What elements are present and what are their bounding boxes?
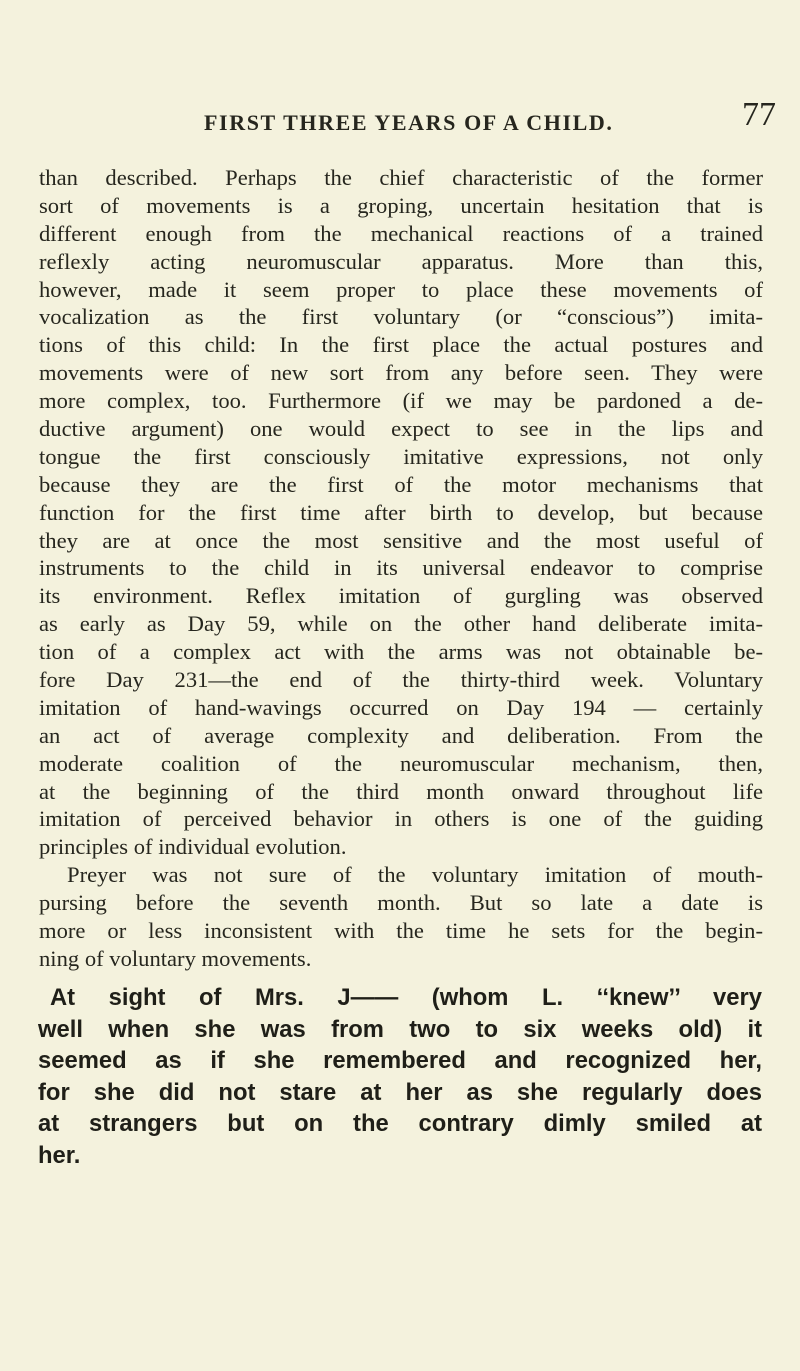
- text-line: function for the first time after birth to develop, but because: [39, 499, 763, 525]
- text-line: more or less inconsistent with the time he sets for the begin-: [39, 918, 763, 944]
- text-line: imitation of perceived behavior in others is one of the guiding: [39, 806, 763, 832]
- quote-line: at strangers but on the contrary dimly smiled at: [38, 1110, 762, 1138]
- quote-line: seemed as if she remembered and recognized her,: [38, 1047, 762, 1075]
- text-line: movements were of new sort from any before seen. They were: [39, 360, 763, 386]
- text-line: at the beginning of the third month onward throughout life: [39, 778, 763, 804]
- text-line: tongue the first consciously imitative expressions, not only: [39, 443, 763, 469]
- page-header: [176, 98, 780, 138]
- text-line: Preyer was not sure of the voluntary imitation of mouth-: [67, 862, 763, 888]
- quote-line: for she did not stare at her as she regularly does: [38, 1078, 762, 1106]
- text-line: ductive argument) one would expect to see in the lips and: [39, 416, 763, 442]
- text-line: they are at once the most sensitive and the most useful of: [39, 527, 763, 553]
- text-line: tions of this child: In the first place the actual postures and: [39, 332, 763, 358]
- text-line: because they are the first of the motor mechanisms that: [39, 471, 763, 497]
- text-line: sort of movements is a groping, uncertain hesitation that is: [39, 192, 763, 218]
- body-text: [39, 164, 763, 973]
- text-line: instruments to the child in its universal endeavor to comprise: [39, 555, 763, 581]
- text-line: ning of voluntary movements.: [39, 945, 312, 971]
- text-line: fore Day 231—the end of the thirty-third week. Voluntary: [39, 667, 763, 693]
- text-line: reflexly acting neuromuscular apparatus. More than this,: [39, 248, 763, 274]
- text-line: pursing before the seventh month. But so late a date is: [39, 890, 763, 916]
- text-line: imitation of hand-wavings occurred on Day 194 — certainly: [39, 694, 763, 720]
- text-line: vocalization as the first voluntary (or “conscious”) imita-: [39, 304, 763, 330]
- text-line: than described. Perhaps the chief characteristic of the former: [39, 165, 763, 190]
- text-line: moderate coalition of the neuromuscular mechanism, then,: [39, 750, 763, 776]
- quote-line: her.: [38, 1141, 81, 1169]
- quote-line: well when she was from two to six weeks old) it: [38, 1015, 762, 1043]
- text-line: as early as Day 59, while on the other hand deliberate imita-: [39, 611, 763, 637]
- quote-line: At sight of Mrs. J—— (whom L. ‘‘knew’’ very: [50, 984, 762, 1011]
- text-line: different enough from the mechanical reactions of a trained: [39, 220, 763, 246]
- text-line: however, made it seem proper to place these movements of: [39, 276, 763, 302]
- page-number: 77: [742, 96, 776, 133]
- running-title: FIRST THREE YEARS OF A CHILD.: [204, 110, 614, 135]
- text-line: an act of average complexity and deliberation. From the: [39, 722, 763, 748]
- text-line: principles of individual evolution.: [39, 834, 347, 860]
- text-line: more complex, too. Furthermore (if we may be pardoned a de-: [39, 388, 763, 414]
- text-line: tion of a complex act with the arms was not obtainable be-: [39, 639, 763, 665]
- quoted-excerpt: [38, 982, 762, 1172]
- text-line: its environment. Reflex imitation of gurgling was observed: [39, 583, 763, 609]
